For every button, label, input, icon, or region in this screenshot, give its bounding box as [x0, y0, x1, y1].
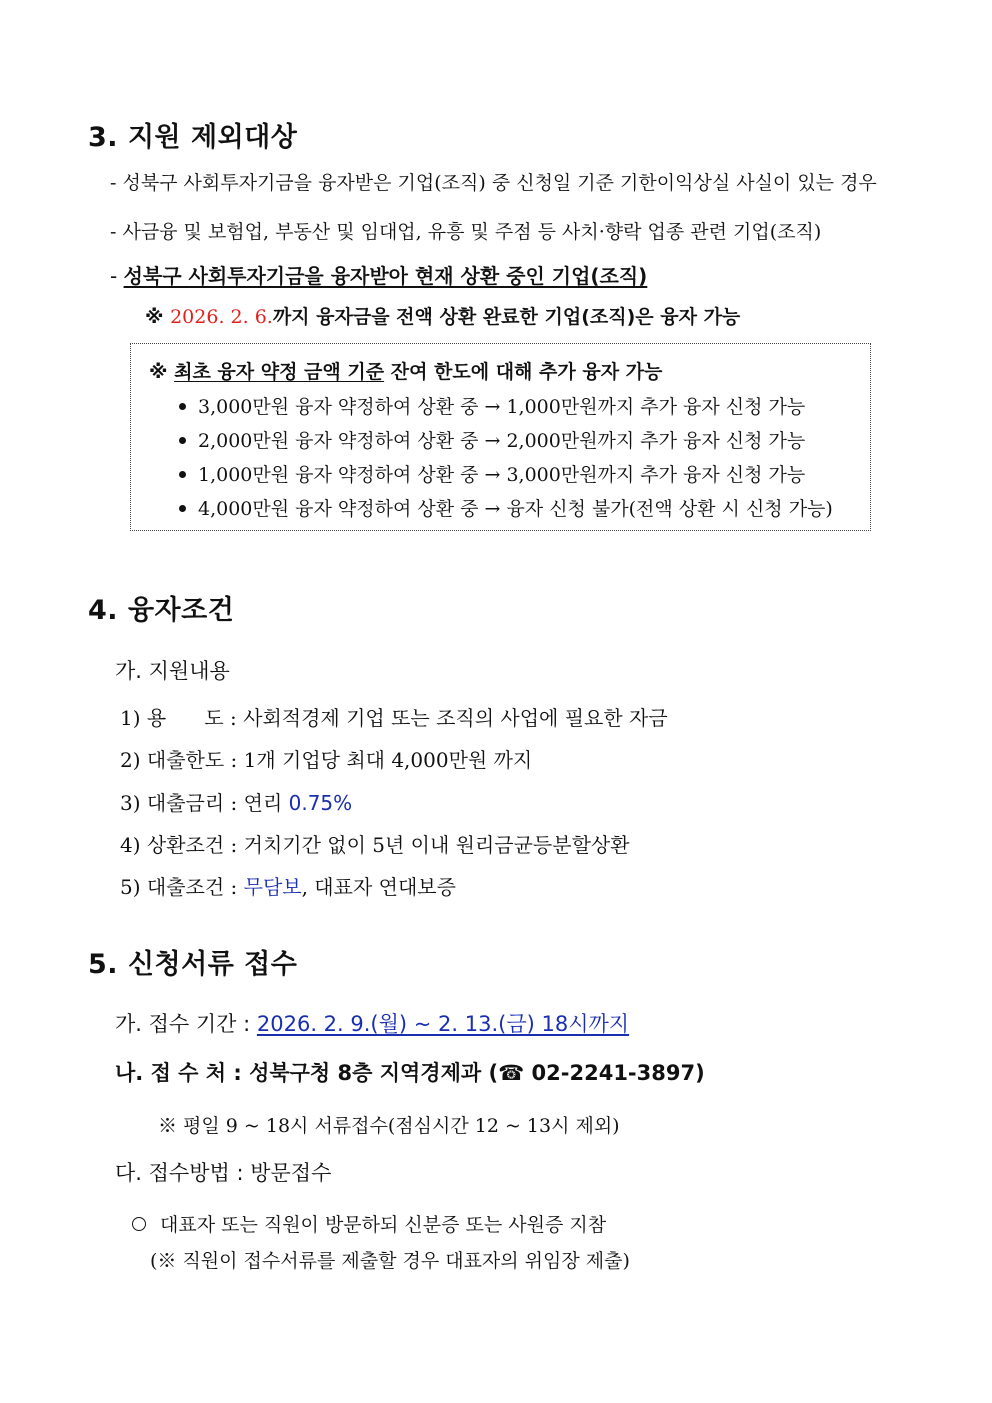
exclusion-item-3-prefix: - [110, 264, 124, 288]
exclusion-note [145, 302, 740, 329]
condition-limit: 2) 대출한도 : 1개 기업당 최대 4,000만원 까지 [120, 748, 533, 772]
exclusion-item-1: - 성북구 사회투자기금을 융자받은 기업(조직) 중 신청일 기준 기한이익상실 사실이 있는 경우 [110, 172, 877, 194]
circle-bullet-icon [132, 1217, 146, 1231]
box-bullet-text: 2,000만원 융자 약정하여 상환 중 → 2,000만원까지 추가 융자 신청 가능 [198, 430, 806, 452]
box-bullet-text: 4,000만원 융자 약정하여 상환 중 → 융자 신청 불가(전액 상환 시 신청 가능) [198, 498, 833, 520]
exclusion-item-3-text: 성북구 사회투자기금을 융자받아 현재 상환 중인 기업(조직) [123, 264, 648, 288]
section4-title: 4. 융자조건 [88, 595, 235, 626]
box-heading-mark: ※ [149, 361, 175, 383]
box-heading [149, 357, 662, 384]
condition-repayment: 4) 상환조건 : 거치기간 없이 5년 이내 원리금균등분할상환 [120, 833, 630, 857]
condition-rate [120, 787, 352, 816]
box-bullet-2 [179, 426, 805, 453]
bullet-icon [179, 471, 186, 478]
additional-loan-box [130, 343, 871, 531]
application-method: 다. 접수방법 : 방문접수 [115, 1161, 332, 1185]
section5-title: 5. 신청서류 접수 [88, 949, 298, 980]
exclusion-item-3 [110, 260, 647, 289]
condition-use: 1) 용 도 : 사회적경제 기업 또는 조직의 사업에 필요한 자금 [120, 706, 668, 730]
exclusion-item-2: - 사금융 및 보험업, 부동산 및 임대업, 유흥 및 주점 등 사치·향락 업종 관련 기업(조직) [110, 221, 822, 243]
box-bullet-3 [179, 460, 805, 487]
box-bullet-text: 3,000만원 융자 약정하여 상환 중 → 1,000만원까지 추가 융자 신청 가능 [198, 396, 806, 418]
application-office: 나. 접 수 처 : 성북구청 8층 지역경제과 (☎ 02-2241-3897) [115, 1061, 705, 1085]
method-note: (※ 직원이 접수서류를 제출할 경우 대표자의 위임장 제출) [150, 1250, 630, 1272]
note-rest: 까지 융자금을 전액 상환 완료한 기업(조직)은 융자 가능 [272, 306, 741, 328]
condition-rate-label: 3) 대출금리 : 연리 [120, 791, 289, 815]
condition-terms-rest: , 대표자 연대보증 [301, 875, 456, 899]
method-item-text: 대표자 또는 직원이 방문하되 신분증 또는 사원증 지참 [160, 1214, 607, 1236]
condition-terms-label: 5) 대출조건 : [120, 875, 244, 899]
box-bullet-text: 1,000만원 융자 약정하여 상환 중 → 3,000만원까지 추가 융자 신청 가능 [198, 464, 806, 486]
note-date: 2026. 2. 6. [170, 306, 273, 328]
bullet-icon [179, 437, 186, 444]
bullet-icon [179, 403, 186, 410]
condition-terms [120, 871, 456, 900]
box-heading-underlined: 최초 융자 약정 금액 기준 [174, 361, 385, 383]
condition-rate-value: 0.75% [288, 791, 353, 815]
method-item [132, 1210, 606, 1237]
section3-title: 3. 지원 제외대상 [88, 122, 298, 153]
application-period-value: 2026. 2. 9.(월) ~ 2. 13.(금) 18시까지 [256, 1012, 630, 1036]
condition-terms-value: 무담보 [243, 875, 302, 899]
note-mark: ※ [145, 306, 171, 328]
box-heading-rest: 잔여 한도에 대해 추가 융자 가능 [384, 361, 663, 383]
bullet-icon [179, 505, 186, 512]
box-bullet-4 [179, 494, 833, 521]
office-hours-note: ※ 평일 9 ~ 18시 서류접수(점심시간 12 ~ 13시 제외) [158, 1115, 620, 1137]
section4-subtitle: 가. 지원내용 [115, 659, 230, 683]
box-bullet-1 [179, 392, 805, 419]
application-period [115, 1008, 629, 1038]
application-period-label: 가. 접수 기간 : [115, 1012, 257, 1036]
